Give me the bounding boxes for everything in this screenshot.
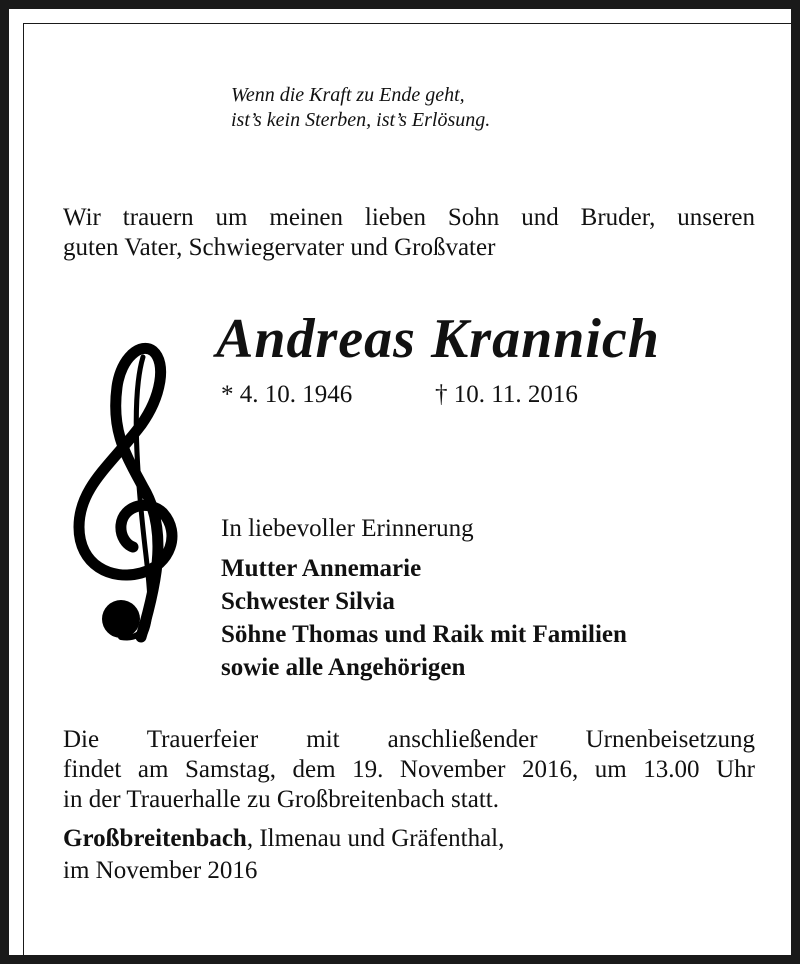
death-date: † 10. 11. 2016 (435, 381, 578, 408)
place-line (63, 823, 504, 855)
intro-line-2: guten Vater, Schwiegervater und Großvater (63, 234, 496, 261)
motto-line-1: Wenn die Kraft zu Ende geht, (231, 84, 465, 106)
motto-line-2: ist’s kein Sterben, ist’s Erlösung. (231, 109, 491, 131)
treble-clef-icon (71, 337, 191, 649)
memory-heading: In liebevoller Erinnerung (221, 515, 474, 542)
service-line-3: in der Trauerhalle zu Großbreitenbach statt. (63, 786, 499, 813)
service-line-1: Die Trauerfeier mit anschließender Urnenbeisetzung (63, 726, 755, 753)
mourner-item: Mutter Annemarie (221, 555, 422, 582)
place-and-date (63, 823, 504, 887)
birth-date: * 4. 10. 1946 (221, 381, 353, 408)
mourner-item: Söhne Thomas und Raik mit Familien (221, 621, 627, 648)
deceased-name: Andreas Krannich (216, 308, 660, 370)
place-towns-rest: , Ilmenau und Gräfenthal, (246, 825, 505, 852)
mourner-item: sowie alle Angehörigen (221, 654, 466, 681)
intro-line-1: Wir trauern um meinen lieben Sohn und Bruder, unseren (63, 204, 755, 231)
mourners-list (221, 552, 627, 684)
intro-text (63, 203, 755, 263)
notice-date: im November 2016 (63, 857, 258, 884)
place-town-bold: Großbreitenbach (63, 825, 247, 852)
mourner-item: Schwester Silvia (221, 588, 395, 615)
service-info (63, 725, 755, 815)
service-line-2: findet am Samstag, dem 19. November 2016, um 13.00 Uhr (63, 756, 755, 783)
motto (231, 83, 490, 133)
